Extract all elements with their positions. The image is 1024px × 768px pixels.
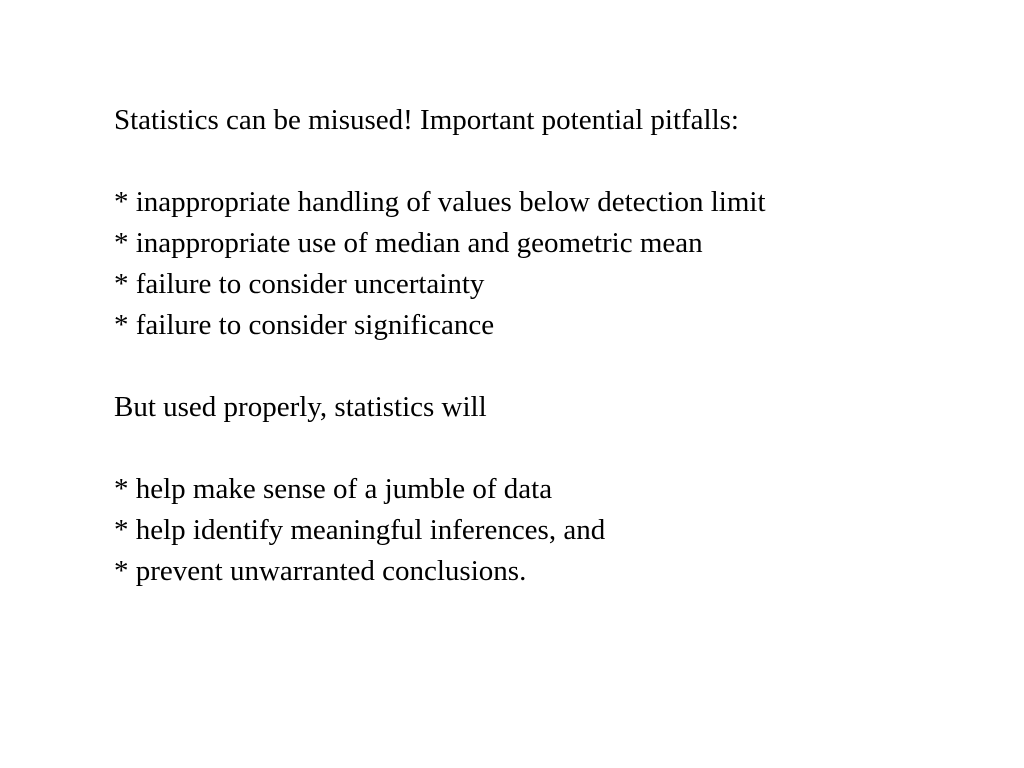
- pitfall-item: * inappropriate use of median and geometric mean: [114, 227, 703, 259]
- intro-text: Statistics can be misused! Important potential pitfalls:: [114, 104, 739, 136]
- spacer: [114, 428, 994, 469]
- spacer: [114, 346, 994, 387]
- pitfall-item: * failure to consider significance: [114, 309, 495, 341]
- benefit-item: * prevent unwarranted conclusions.: [114, 555, 527, 587]
- pitfall-item: * failure to consider uncertainty: [114, 268, 485, 300]
- transition-text: But used properly, statistics will: [114, 391, 487, 423]
- benefit-item: * help make sense of a jumble of data: [114, 473, 553, 505]
- slide-body: [114, 100, 994, 592]
- benefit-item: * help identify meaningful inferences, and: [114, 514, 606, 546]
- pitfall-item: * inappropriate handling of values below detection limit: [114, 186, 766, 218]
- spacer: [114, 141, 994, 182]
